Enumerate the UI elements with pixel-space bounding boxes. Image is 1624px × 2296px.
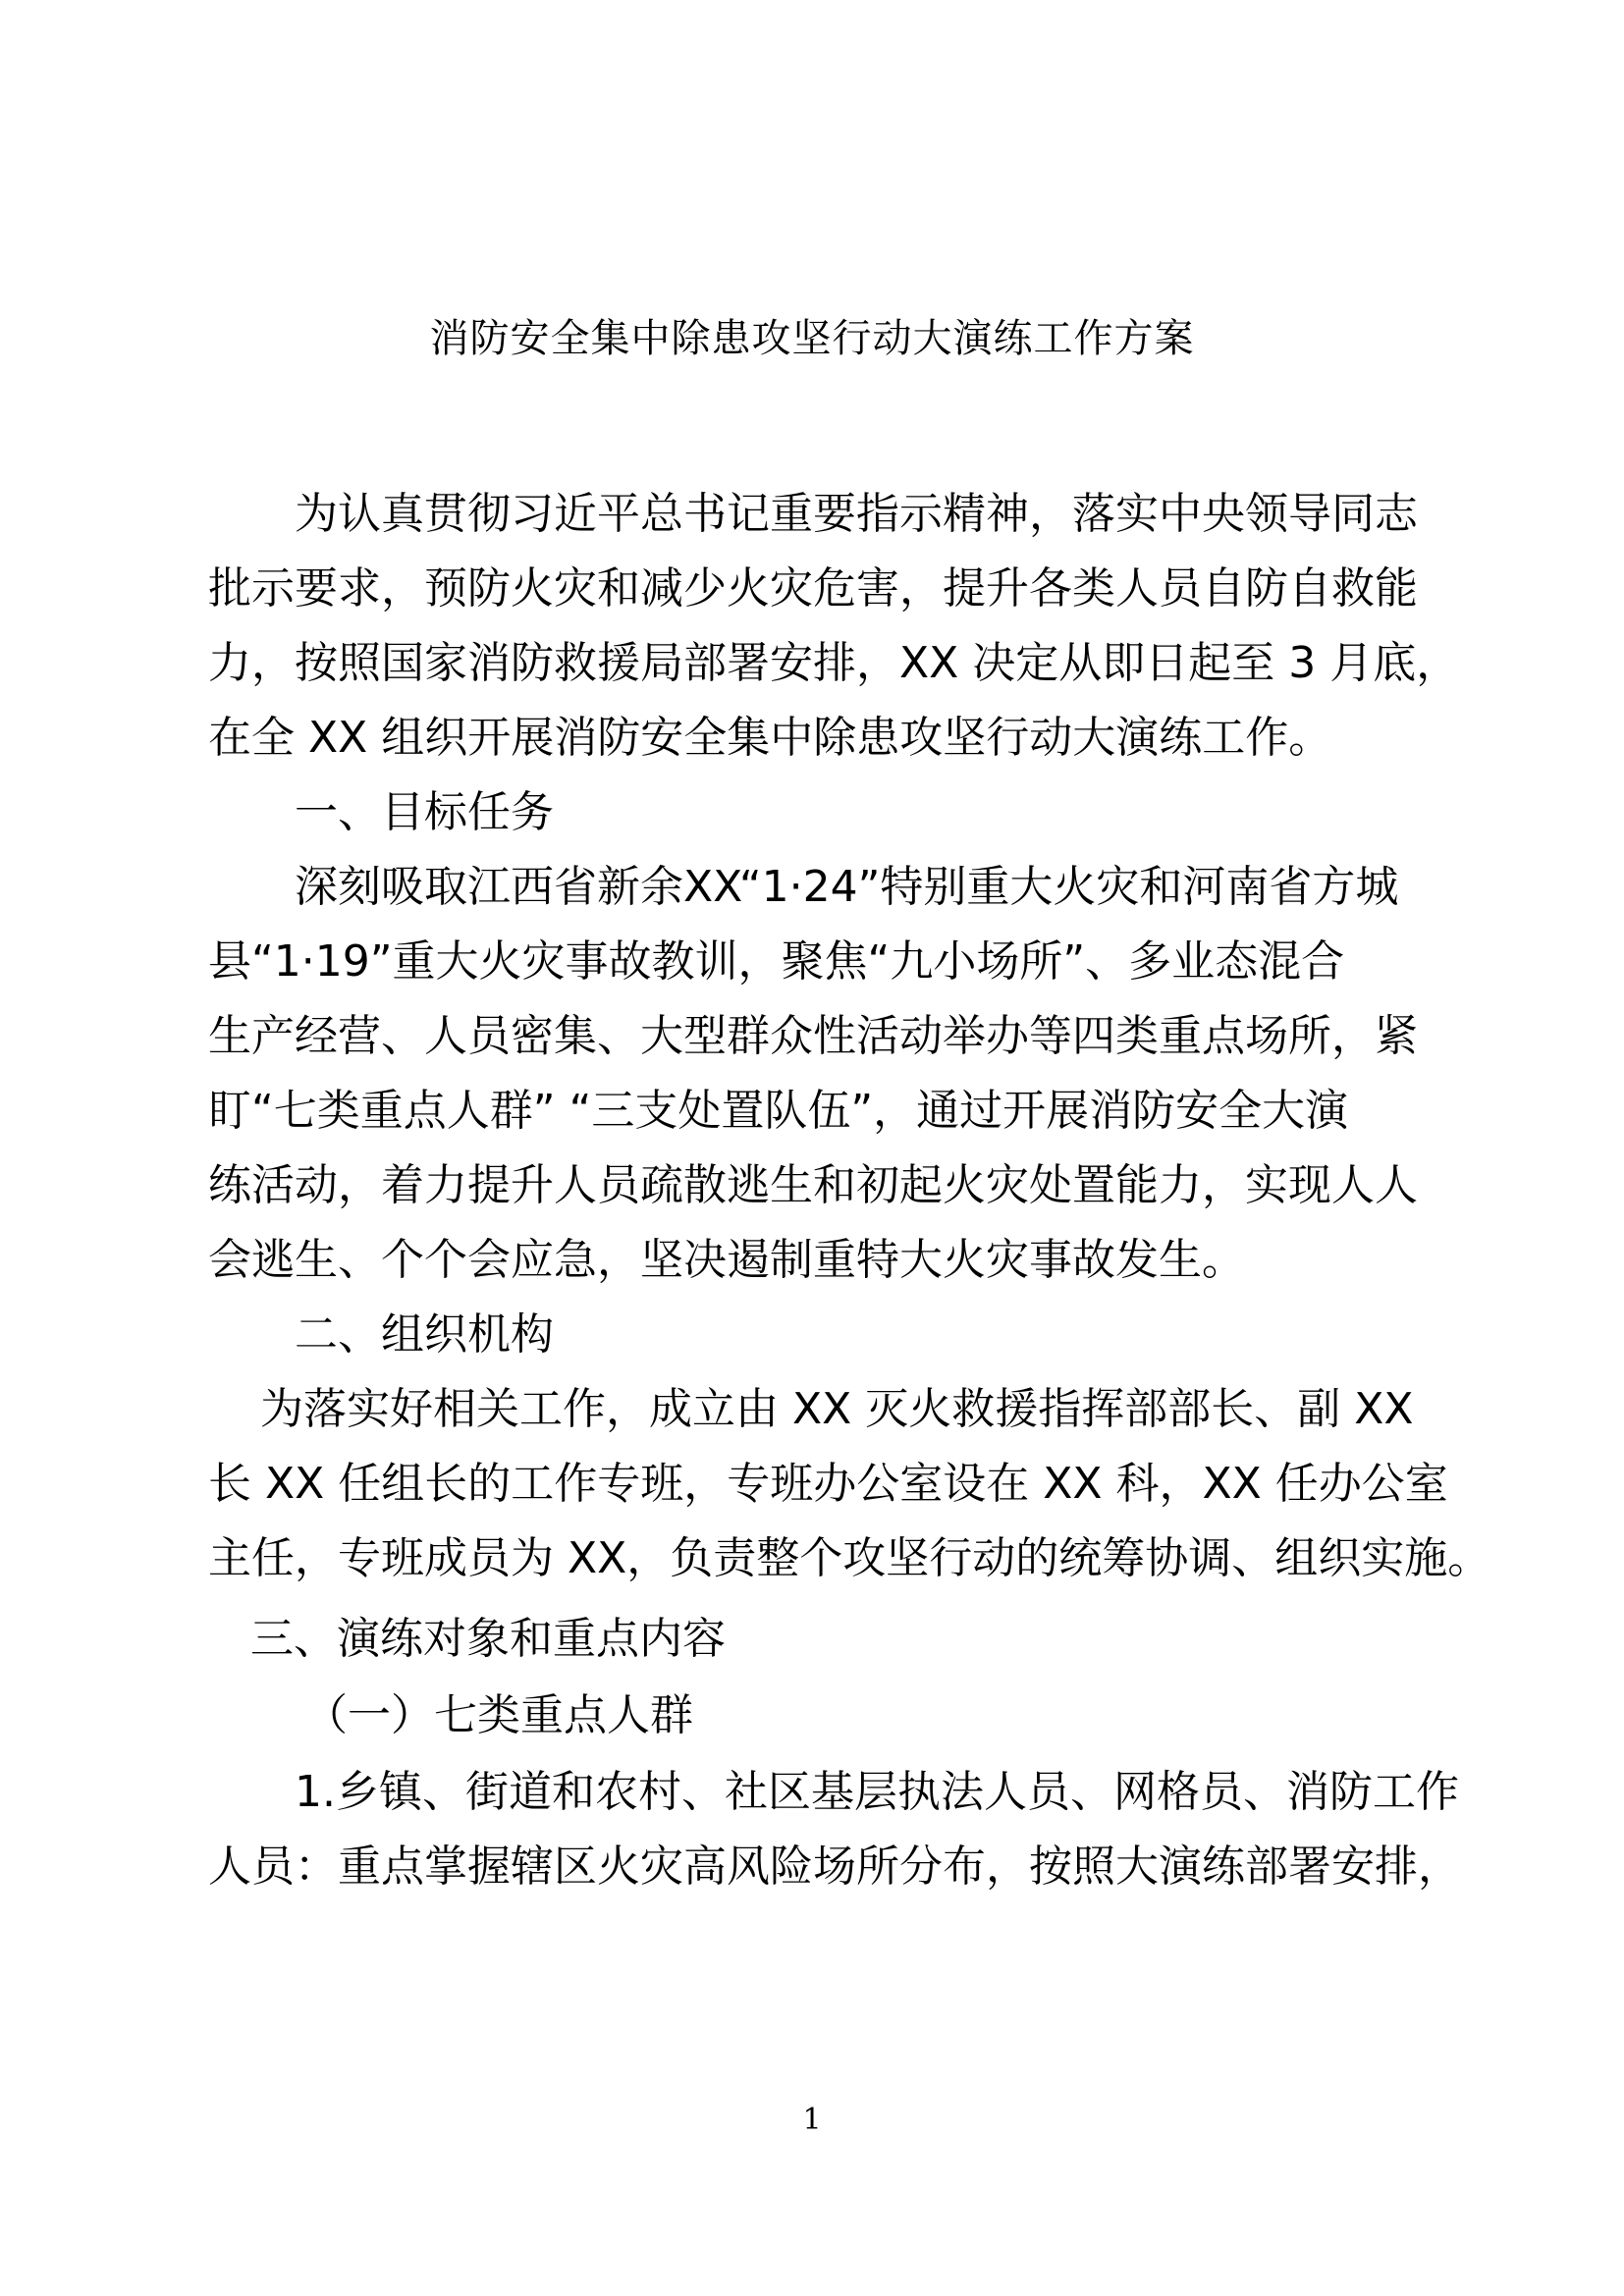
section-heading: 三、演练对象和重点内容 — [250, 1614, 726, 1664]
body-line: 力，按照国家消防救援局部署安排，XX 决定从即日起至 3 月底， — [208, 638, 1460, 688]
subsection-heading: （一）七类重点人群 — [304, 1690, 693, 1740]
section-heading: 二、组织机构 — [295, 1309, 554, 1360]
body-line: 县“1·19”重大火灾事故教训，聚焦“九小场所”、多业态混合 — [208, 936, 1345, 987]
body-line: 1.乡镇、街道和农村、社区基层执法人员、网格员、消防工作 — [295, 1767, 1459, 1817]
body-line: 为落实好相关工作，成立由 XX 灭火救援指挥部部长、副 XX — [260, 1384, 1414, 1434]
page-number: 1 — [802, 2103, 822, 2137]
body-line: 盯“七类重点人群” “三支处置队伍”，通过开展消防安全大演 — [208, 1086, 1349, 1136]
body-line: 批示要求，预防火灾和减少火灾危害，提升各类人员自防自救能 — [208, 563, 1418, 614]
body-line: 练活动，着力提升人员疏散逃生和初起火灾处置能力，实现人人 — [208, 1160, 1418, 1210]
body-line: 生产经营、人员密集、大型群众性活动举办等四类重点场所，紧 — [208, 1011, 1418, 1061]
body-line: 会逃生、个个会应急，坚决遏制重特大火灾事故发生。 — [208, 1235, 1245, 1285]
body-line: 在全 XX 组织开展消防安全集中除患攻坚行动大演练工作。 — [208, 713, 1332, 763]
body-line: 长 XX 任组长的工作专班，专班办公室设在 XX 科，XX 任办公室 — [208, 1459, 1448, 1509]
body-line: 主任，专班成员为 XX，负责整个攻坚行动的统筹协调、组织实施。 — [208, 1533, 1491, 1583]
section-heading: 一、目标任务 — [295, 787, 554, 837]
body-line: 为认真贯彻习近平总书记重要指示精神，落实中央领导同志 — [295, 489, 1418, 539]
body-line: 深刻吸取江西省新余XX“1·24”特别重大火灾和河南省方城 — [295, 862, 1399, 912]
body-line: 人员：重点掌握辖区火灾高风险场所分布，按照大演练部署安排， — [208, 1842, 1461, 1892]
document-title: 消防安全集中除患攻坚行动大演练工作方案 — [429, 316, 1195, 361]
